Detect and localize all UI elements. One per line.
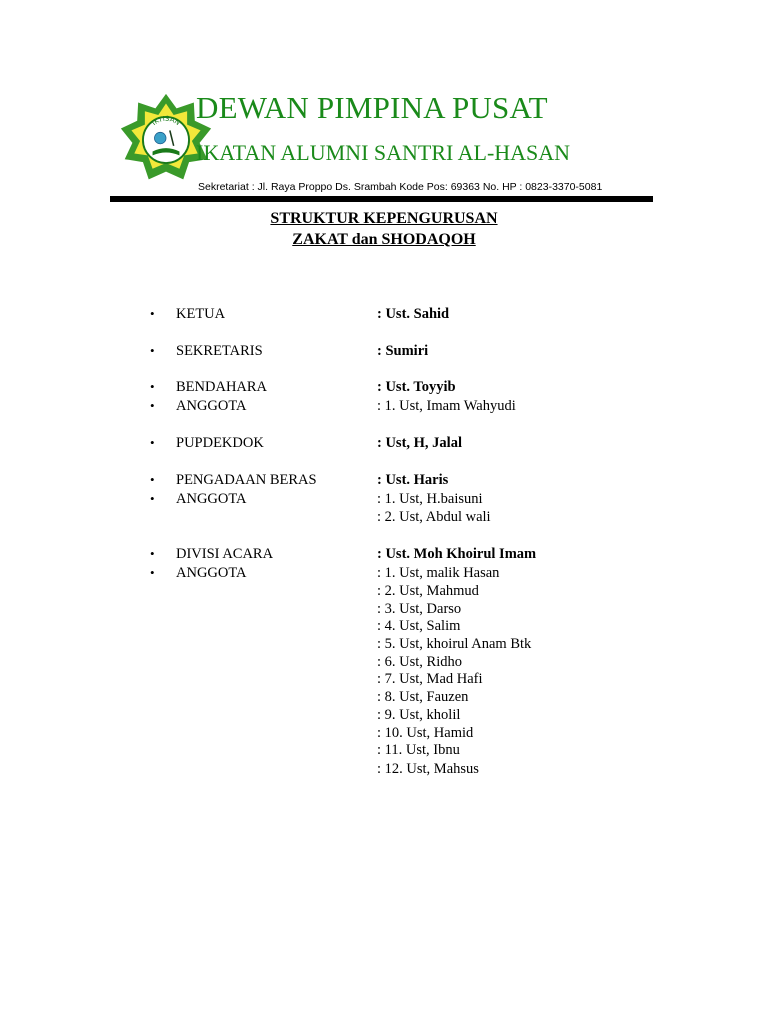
header-divider: [110, 196, 653, 202]
role-label: KETUA: [176, 306, 226, 322]
member-name: : Ust. Moh Khoirul Imam: [377, 546, 537, 562]
member-name: : 7. Ust, Mad Hafi: [377, 671, 483, 687]
list-item: [0, 583, 768, 601]
header-address: Sekretariat : Jl. Raya Proppo Ds. Srambah Kode Pos: 69363 No. HP : 0823-3370-5081: [198, 181, 603, 193]
member-name: : 2. Ust, Abdul wali: [377, 509, 491, 525]
member-name: : 1. Ust, malik Hasan: [377, 565, 500, 581]
list-item: [0, 618, 768, 636]
member-name: : 5. Ust, khoirul Anam Btk: [377, 636, 532, 652]
member-name: : Ust. Sahid: [377, 306, 450, 322]
member-name: : 3. Ust, Darso: [377, 601, 462, 617]
bullet-mark: •: [150, 306, 155, 321]
bullet-mark: •: [150, 435, 155, 450]
role-label: DIVISI ACARA: [176, 546, 274, 562]
list-item: [0, 472, 768, 490]
document-title-line1: STRUKTUR KEPENGURUSAN: [270, 210, 498, 227]
bullet-mark: •: [150, 472, 155, 487]
member-name: : 4. Ust, Salim: [377, 618, 461, 634]
bullet-mark: •: [150, 565, 155, 580]
member-name: : 1. Ust, H.baisuni: [377, 491, 483, 507]
list-item: [0, 725, 768, 743]
member-name: : 10. Ust, Hamid: [377, 725, 474, 741]
list-item: [0, 689, 768, 707]
member-name: : 9. Ust, kholil: [377, 707, 461, 723]
role-label: ANGGOTA: [176, 398, 247, 414]
role-label: PUPDEKDOK: [176, 435, 264, 451]
member-name: : Ust, H, Jalal: [377, 435, 462, 451]
list-item: [0, 707, 768, 725]
member-name: : 8. Ust, Fauzen: [377, 689, 469, 705]
list-item: [0, 398, 768, 416]
member-name: : 2. Ust, Mahmud: [377, 583, 479, 599]
list-item: [0, 491, 768, 509]
list-item: [0, 306, 768, 324]
bullet-mark: •: [150, 546, 155, 561]
list-item: [0, 546, 768, 564]
member-name: : Ust. Haris: [377, 472, 449, 488]
list-item: [0, 636, 768, 654]
header-subtitle: IKATAN ALUMNI SANTRI AL-HASAN: [196, 140, 571, 165]
list-item: [0, 654, 768, 672]
bullet-mark: •: [150, 379, 155, 394]
member-name: : Ust. Toyyib: [377, 379, 456, 395]
logo-arc-label: IKTISAN: [150, 114, 182, 128]
role-label: ANGGOTA: [176, 565, 247, 581]
bullet-mark: •: [150, 398, 155, 413]
role-label: SEKRETARIS: [176, 343, 263, 359]
list-item: [0, 671, 768, 689]
list-item: [0, 742, 768, 760]
list-item: [0, 343, 768, 361]
list-item: [0, 601, 768, 619]
bullet-mark: •: [150, 343, 155, 358]
header-title: DEWAN PIMPINA PUSAT: [196, 90, 548, 125]
member-name: : 1. Ust, Imam Wahyudi: [377, 398, 516, 414]
member-name: : 6. Ust, Ridho: [377, 654, 462, 670]
member-name: : 12. Ust, Mahsus: [377, 761, 479, 777]
logo-globe: [154, 132, 166, 144]
role-label: ANGGOTA: [176, 491, 247, 507]
list-item: [0, 509, 768, 527]
list-item: [0, 435, 768, 453]
bullet-mark: •: [150, 491, 155, 506]
member-name: : Sumiri: [377, 343, 429, 359]
document-title-line2: ZAKAT dan SHODAQOH: [292, 231, 476, 248]
role-label: PENGADAAN BERAS: [176, 472, 317, 488]
role-label: BENDAHARA: [176, 379, 268, 395]
list-item: [0, 761, 768, 779]
list-item: [0, 379, 768, 397]
member-name: : 11. Ust, Ibnu: [377, 742, 460, 758]
list-item: [0, 565, 768, 583]
